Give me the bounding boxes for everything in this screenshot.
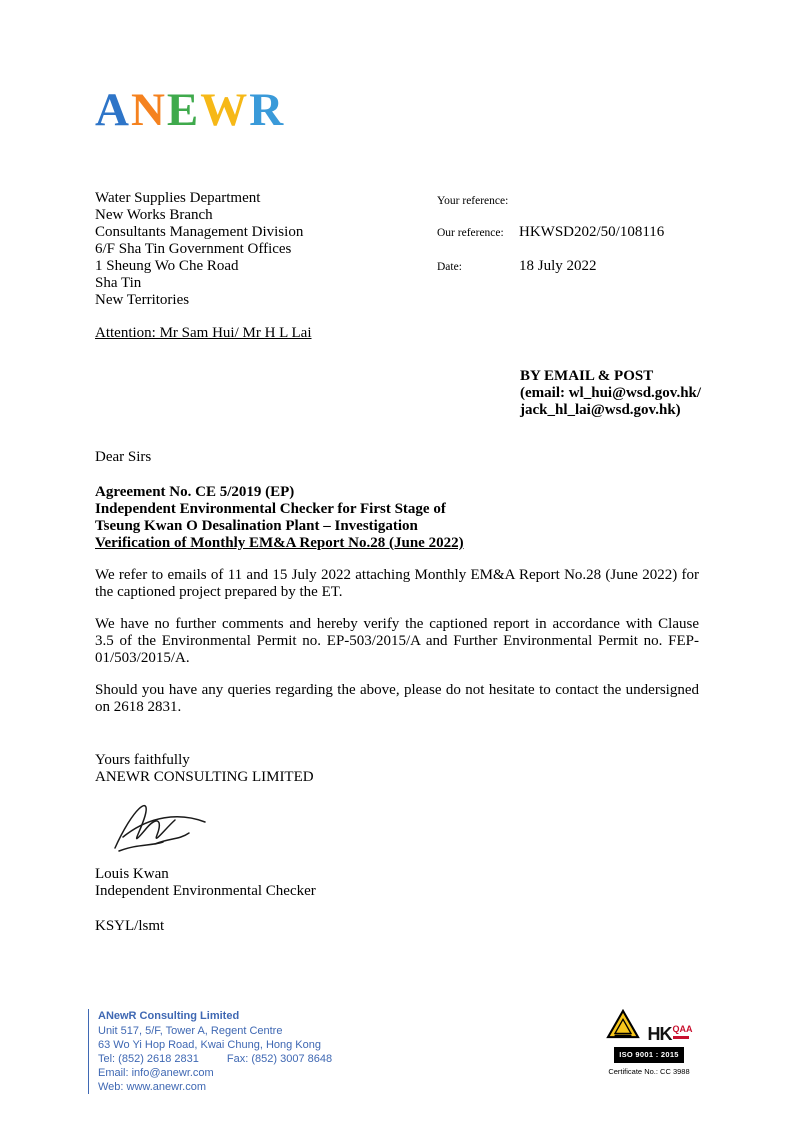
closing-company: ANEWR CONSULTING LIMITED [95, 769, 314, 785]
logo-letter: W [200, 84, 250, 136]
recipient-address [95, 190, 437, 309]
recipient-line: Consultants Management Division [95, 224, 304, 240]
certification-logos [594, 1009, 704, 1043]
certificate-number: Certificate No.: CC 3988 [608, 1067, 690, 1076]
logo-letter: R [249, 84, 286, 136]
delivery-method-block [520, 368, 702, 419]
hkqaa-qaa-text: QAA [672, 1024, 693, 1034]
recipient-line: New Territories [95, 292, 190, 308]
delivery-email-2: jack_hl_lai@wsd.gov.hk) [520, 402, 681, 418]
footer-address-line: 63 Wo Yi Hop Road, Kwai Chung, Hong Kong [98, 1039, 321, 1051]
address-reference-row [95, 190, 699, 309]
subject-block [95, 484, 699, 552]
footer-address-line: Unit 517, 5/F, Tower A, Regent Centre [98, 1025, 283, 1037]
closing-salutation: Yours faithfully [95, 752, 190, 768]
footer-telfax [98, 1052, 332, 1066]
company-logo [95, 86, 699, 134]
signer-title: Independent Environmental Checker [95, 883, 316, 899]
delivery-method: BY EMAIL & POST [520, 368, 654, 384]
certification-block [594, 1009, 704, 1079]
logo-letter: A [95, 84, 131, 136]
footer-tel: Tel: (852) 2618 2831 [98, 1053, 199, 1065]
salutation: Dear Sirs [95, 449, 152, 465]
recipient-line: New Works Branch [95, 207, 213, 223]
signer-block [95, 866, 699, 900]
hkqaa-hk-text: HK [647, 1024, 672, 1044]
our-reference-label: Our reference: [437, 227, 504, 239]
recipient-line: Water Supplies Department [95, 190, 261, 206]
body-paragraph-3: Should you have any queries regarding the above, please do not hesitate to contact the undersigned on 2618 2831. [95, 682, 699, 715]
date-row [437, 258, 699, 275]
footer-company-name: ANewR Consulting Limited [98, 1010, 240, 1022]
signature-image [107, 792, 699, 854]
subject-line-underlined: Verification of Monthly EM&A Report No.28 (June 2022) [95, 535, 464, 551]
our-reference-value: HKWSD202/50/108116 [519, 224, 665, 240]
body-paragraph-2: We have no further comments and hereby verify the captioned report in accordance with Clause 3.5 of the Environmental Permit no. EP-503/2015/A and Further Environmental Permit no. FEP-01/503/2015/A. [95, 616, 699, 666]
recipient-line: 1 Sheung Wo Che Road [95, 258, 239, 274]
attention-line: Attention: Mr Sam Hui/ Mr H L Lai [95, 325, 312, 341]
our-reference-row [437, 224, 699, 241]
footer-email: Email: info@anewr.com [98, 1067, 214, 1079]
closing-block [95, 752, 699, 786]
date-value: 18 July 2022 [519, 258, 597, 274]
delivery-email-1: (email: wl_hui@wsd.gov.hk/ [520, 385, 702, 401]
footer-web: Web: www.anewr.com [98, 1081, 207, 1093]
footer-contact-block [88, 1009, 332, 1094]
hkqaa-red-bar [673, 1036, 689, 1039]
iso-9001-badge: ISO 9001 : 2015 [614, 1047, 684, 1063]
letterhead-footer [88, 1009, 704, 1094]
hkqaa-side [673, 1025, 693, 1039]
reference-block [437, 192, 699, 309]
subject-line: Independent Environmental Checker for First Stage of [95, 501, 446, 517]
recipient-line: 6/F Sha Tin Government Offices [95, 241, 292, 257]
body-paragraph-1: We refer to emails of 11 and 15 July 2022 attaching Monthly EM&A Report No.28 (June 2022) for the captioned project prepared by the ET. [95, 567, 699, 600]
subject-line: Agreement No. CE 5/2019 (EP) [95, 484, 295, 500]
date-label: Date: [437, 261, 462, 273]
hkqaa-logo [648, 1025, 693, 1043]
recipient-line: Sha Tin [95, 275, 142, 291]
your-reference-label: Your reference: [437, 195, 509, 207]
logo-letter: N [130, 84, 167, 136]
logo-letter: E [166, 84, 201, 136]
iso-triangle-logo [606, 1009, 640, 1043]
subject-line: Tseung Kwan O Desalination Plant – Investigation [95, 518, 418, 534]
signer-name: Louis Kwan [95, 866, 169, 882]
reference-initials: KSYL/lsmt [95, 918, 165, 934]
your-reference-row [437, 192, 699, 207]
footer-fax: Fax: (852) 3007 8648 [226, 1053, 333, 1065]
